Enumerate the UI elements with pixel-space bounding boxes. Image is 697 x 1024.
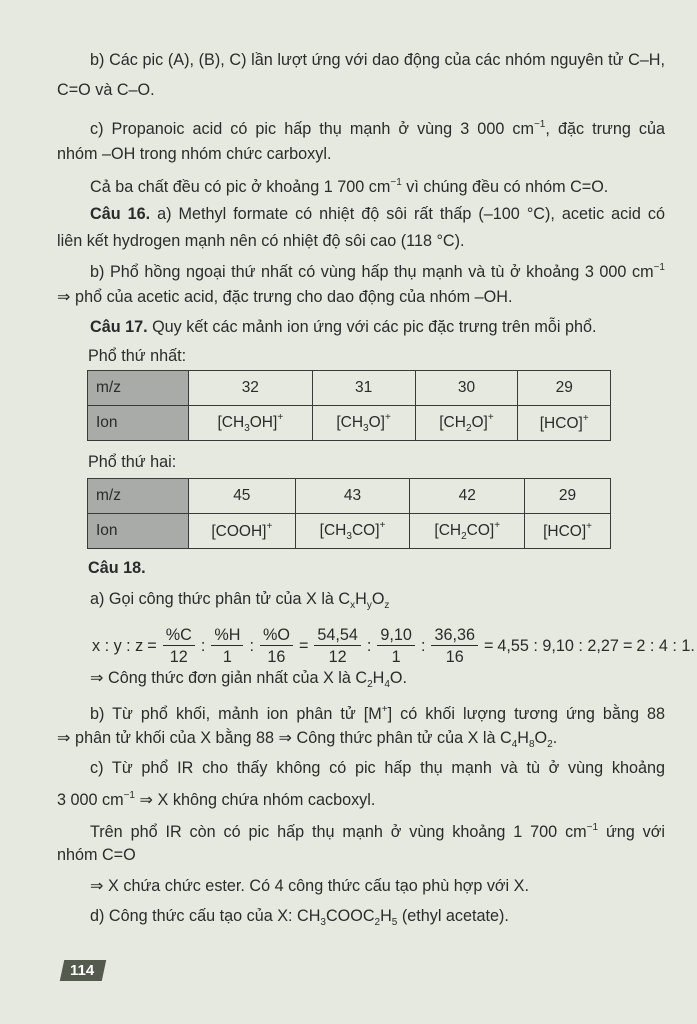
ion-cell xyxy=(189,406,313,441)
text-segment: nhóm –OH trong nhóm chức carboxyl. xyxy=(57,145,332,163)
mass-spectrum-table-2 xyxy=(87,478,611,549)
colon: : xyxy=(420,636,426,655)
numerator: %C xyxy=(163,626,195,646)
header-ion: Ion xyxy=(88,406,189,441)
ratio-lhs: x : y : z xyxy=(92,636,144,655)
text-segment: [HCO] xyxy=(543,523,587,540)
subscript: 2 xyxy=(367,679,373,690)
ion-cell xyxy=(312,406,415,441)
supscript: −1 xyxy=(533,119,546,130)
text-segment: H xyxy=(355,590,367,608)
text-line xyxy=(57,144,331,164)
fraction xyxy=(431,626,478,666)
text-line xyxy=(90,50,665,70)
numerator: 36,36 xyxy=(431,626,478,646)
text-segment: a) Gọi công thức phân tử của X là C xyxy=(90,590,351,608)
text-segment: b) Các pic (A), (B), C) lần lượt ứng với dao động của các nhóm nguyên tử C–H, xyxy=(90,51,665,69)
text-line xyxy=(90,115,665,139)
text-segment: 3 000 cm xyxy=(57,791,124,809)
text-segment: OH] xyxy=(249,414,278,431)
supscript: + xyxy=(494,520,501,531)
text-segment: ⇒ phân tử khối của X bằng 88 ⇒ Công thức phân tử của X là C xyxy=(57,729,512,747)
text-segment: H xyxy=(372,669,385,687)
supscript: −1 xyxy=(653,262,665,273)
text-segment: c) Từ phổ IR cho thấy không có pic hấp thụ mạnh và tù ở vùng khoảng xyxy=(90,759,665,777)
colon: : xyxy=(200,636,206,655)
supscript: + xyxy=(384,412,391,423)
text-segment: [CH xyxy=(336,414,364,431)
text-segment: d) Công thức cấu tạo của X: CH xyxy=(90,907,321,925)
numerator: %H xyxy=(211,626,243,646)
text-segment: ứng với xyxy=(598,823,665,841)
subscript: 2 xyxy=(465,423,472,434)
numerator: 9,10 xyxy=(377,626,415,646)
text-line xyxy=(90,700,665,724)
colon: : xyxy=(249,636,254,655)
question-label: Câu 17. xyxy=(90,318,148,336)
mz-cell: 43 xyxy=(295,479,410,514)
text-line xyxy=(88,346,186,366)
mz-cell: 42 xyxy=(410,479,525,514)
text-segment: a) Methyl formate có nhiệt độ sôi rất thấp (–100 °C), acetic acid có xyxy=(150,205,665,223)
text-line xyxy=(90,204,665,224)
equals: = xyxy=(483,636,494,655)
header-ion: Ion xyxy=(88,514,189,549)
text-segment: Phổ thứ hai: xyxy=(88,453,177,471)
text-line xyxy=(57,231,465,251)
question-label: Câu 16. xyxy=(90,205,151,223)
text-segment: liên kết hydrogen mạnh nên có nhiệt độ sôi cao (118 °C). xyxy=(57,232,465,250)
text-segment: b) Từ phổ khối, mảnh ion phân tử [M xyxy=(90,705,382,723)
text-line xyxy=(57,786,375,810)
text-line xyxy=(90,258,665,282)
subscript: 5 xyxy=(391,917,398,928)
fraction xyxy=(211,626,243,666)
equals: = xyxy=(622,636,633,655)
supscript: + xyxy=(586,521,592,532)
text-segment: CO] xyxy=(466,522,495,539)
question-label: Câu 18. xyxy=(88,559,146,577)
supscript: + xyxy=(379,520,386,531)
text-line xyxy=(57,80,155,100)
text-line xyxy=(90,818,665,842)
text-segment: CO] xyxy=(351,522,380,539)
subscript: 2 xyxy=(547,739,553,750)
text-line xyxy=(90,317,596,337)
equals: = xyxy=(298,636,309,655)
text-line xyxy=(57,287,512,307)
fraction xyxy=(260,626,293,666)
table-row-ion xyxy=(88,514,611,549)
text-segment: c) Propanoic acid có pic hấp thụ mạnh ở vùng 3 000 cm xyxy=(90,120,534,138)
text-segment: [CH xyxy=(217,414,245,431)
ratio-result: 4,55 : 9,10 : 2,27 xyxy=(497,636,619,655)
mz-cell: 45 xyxy=(189,479,296,514)
text-segment: [HCO] xyxy=(539,415,583,432)
mz-cell: 29 xyxy=(525,479,611,514)
text-segment: [CH xyxy=(319,522,347,539)
ion-cell xyxy=(525,514,611,549)
text-segment: O] xyxy=(368,414,385,431)
text-segment: H xyxy=(517,729,529,747)
text-line xyxy=(90,589,389,616)
subscript: 2 xyxy=(374,917,381,928)
text-segment: Trên phổ IR còn có pic hấp thụ mạnh ở vùng khoảng 1 700 cm xyxy=(90,823,587,841)
supscript: + xyxy=(266,521,273,532)
mass-spectrum-table-1 xyxy=(87,370,611,441)
text-segment: Cả ba chất đều có pic ở khoảng 1 700 cm xyxy=(90,178,391,196)
denominator: 12 xyxy=(169,648,188,666)
text-segment: COOC xyxy=(325,907,375,925)
header-mz: m/z xyxy=(88,479,189,514)
fraction xyxy=(314,626,361,666)
subscript: 2 xyxy=(461,531,467,542)
supscript: + xyxy=(381,704,388,715)
supscript: −1 xyxy=(123,790,135,801)
text-line xyxy=(90,906,509,933)
text-segment: . xyxy=(552,729,558,747)
text-segment: O] xyxy=(471,414,488,431)
denominator: 1 xyxy=(391,648,401,666)
text-segment: vì chúng đều có nhóm C=O. xyxy=(401,178,609,196)
subscript: x xyxy=(350,600,356,611)
text-segment: ] có khối lượng tương ứng bằng 88 xyxy=(387,705,665,723)
text-line xyxy=(90,758,665,778)
fraction xyxy=(163,626,195,666)
subscript: 3 xyxy=(320,917,326,928)
subscript: 4 xyxy=(384,679,390,690)
mz-cell: 32 xyxy=(189,371,313,406)
text-segment: b) Phổ hồng ngoại thứ nhất có vùng hấp thụ mạnh và tù ở khoảng 3 000 cm xyxy=(90,263,654,281)
text-segment: , đặc trưng của xyxy=(545,120,665,138)
text-segment: O. xyxy=(389,669,408,687)
text-segment: Phổ thứ nhất: xyxy=(88,347,187,365)
supscript: + xyxy=(277,412,284,423)
mz-cell: 29 xyxy=(518,371,611,406)
text-segment: ⇒ Công thức đơn giản nhất của X là C xyxy=(90,669,368,687)
ion-cell xyxy=(295,514,410,549)
supscript: −1 xyxy=(586,822,599,833)
text-line xyxy=(90,173,608,197)
text-segment: ⇒ X chứa chức ester. Có 4 công thức cấu tạo phù hợp với X. xyxy=(90,877,529,895)
text-line xyxy=(57,728,557,755)
text-line xyxy=(88,558,146,578)
ion-cell xyxy=(415,406,518,441)
ion-cell xyxy=(189,514,296,549)
text-segment: ⇒ phổ của acetic acid, đặc trưng cho dao động của nhóm –OH. xyxy=(57,288,513,306)
supscript: + xyxy=(582,413,589,424)
supscript: + xyxy=(487,412,494,423)
supscript: −1 xyxy=(390,177,402,188)
denominator: 1 xyxy=(222,648,232,666)
text-segment: nhóm C=O xyxy=(57,846,136,864)
table-row-mz xyxy=(88,479,611,514)
ratio-formula xyxy=(90,626,697,666)
text-segment: H xyxy=(380,907,392,925)
text-line xyxy=(88,452,176,472)
denominator: 16 xyxy=(445,648,464,666)
subscript: 3 xyxy=(244,423,250,434)
text-segment: [CH xyxy=(439,414,466,431)
numerator: %O xyxy=(260,626,293,646)
text-segment: [COOH] xyxy=(211,523,267,540)
text-line xyxy=(90,876,529,896)
page-number: 114 xyxy=(60,960,107,981)
text-segment: O xyxy=(534,729,548,747)
subscript: 3 xyxy=(363,423,369,434)
table-row-ion xyxy=(88,406,611,441)
mz-cell: 30 xyxy=(415,371,518,406)
text-segment: [CH xyxy=(434,522,462,539)
denominator: 12 xyxy=(328,648,347,666)
text-segment: ⇒ X không chứa nhóm cacboxyl. xyxy=(135,791,376,809)
ratio-simplified: 2 : 4 : 1. xyxy=(636,636,695,655)
subscript: z xyxy=(384,600,390,611)
colon: : xyxy=(366,636,372,655)
ion-cell xyxy=(410,514,525,549)
subscript: 4 xyxy=(511,739,518,750)
mz-cell: 31 xyxy=(312,371,415,406)
text-line xyxy=(90,668,407,695)
subscript: 8 xyxy=(528,739,535,750)
subscript: 3 xyxy=(346,531,352,542)
text-segment: (ethyl acetate). xyxy=(397,907,509,925)
header-mz: m/z xyxy=(88,371,189,406)
equals: = xyxy=(147,636,157,655)
text-segment: O xyxy=(371,590,385,608)
numerator: 54,54 xyxy=(314,626,361,646)
text-line xyxy=(57,845,136,865)
text-segment: C=O và C–O. xyxy=(57,81,155,99)
table-row-mz xyxy=(88,371,611,406)
denominator: 16 xyxy=(267,648,286,666)
text-segment: Quy kết các mảnh ion ứng với các pic đặc trưng trên mỗi phổ. xyxy=(147,318,597,336)
fraction xyxy=(377,626,415,666)
subscript: y xyxy=(366,600,372,611)
ion-cell xyxy=(518,406,611,441)
